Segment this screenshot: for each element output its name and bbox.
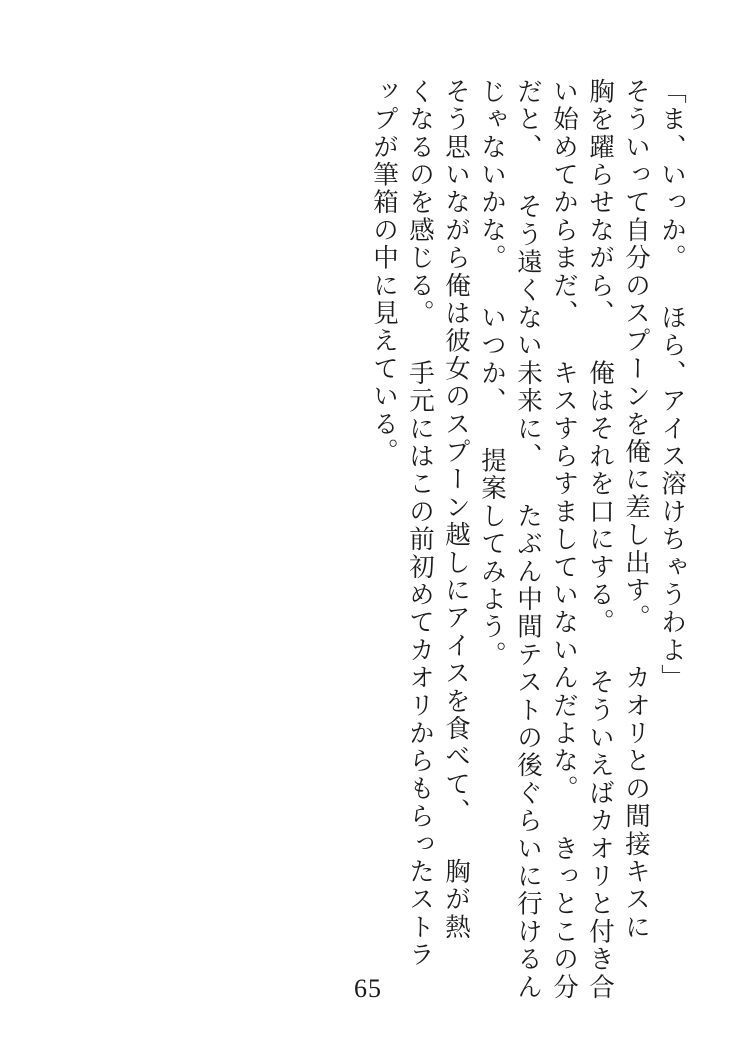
page-number: 65 (354, 974, 382, 1003)
text-line: じゃないかな。 いつか、 提案してみよう。 (477, 78, 507, 669)
text-line: 「ま、いっか。 ほら、アイス溶けちゃうわよ」 (657, 78, 687, 692)
text-line: 胸を躍らせながら、 俺はそれを口にする。 そういえばカオリと付き合 (585, 78, 615, 1002)
text-line: そういって自分のスプーンを俺に差し出す。 カオリとの間接キスに (621, 78, 651, 942)
text-line: そう思いながら俺は彼女のスプーン越しにアイスを食べて、 胸が熱 (441, 78, 471, 942)
text-line: くなるのを感じる。 手元にはこの前初めてカオリからもらったストラ (405, 78, 435, 969)
text-line: だと、 そう遠くない未来に、 たぶん中間テストの後ぐらいに行けるん (513, 78, 543, 1002)
text-line: ップが筆箱の中に見えている。 (369, 78, 399, 466)
text-line: い始めてからまだ、 キスすらすましていないんだよな。 きっとこの分 (549, 78, 579, 1002)
